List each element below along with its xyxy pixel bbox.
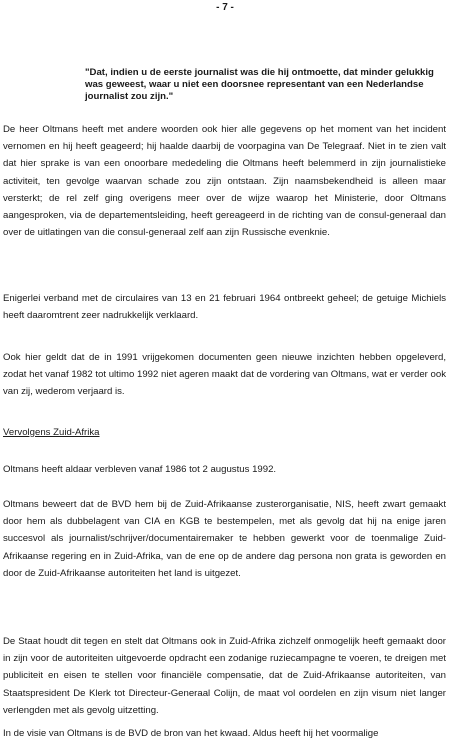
paragraph-circulaires: Enigerlei verband met de circulaires van 13 en 21 februari 1964 ontbreekt geheel; de getuige Michiels heeft daaromtrent zeer nadrukkelijk verklaard.: [3, 293, 446, 322]
paragraph-bewering: Oltmans beweert dat de BVD hem bij de Zuid-Afrikaanse zusterorganisatie, NIS, heeft zwart gemaakt door hem als dubbelagent van CIA en KGB te bestempelen, met als gevolg dat hij na enige jaren succesvol als journalist/schrijver/documentairemaker te hebben gewerkt voor de toenmalige Zuid-Afrikaanse regering en in Zuid-Afrika, van de ene op de andere dag persona non grata is geworden en door de Zuid-Afrikaanse autoriteiten het land is uitgezet.: [3, 499, 446, 579]
paragraph-verjaard: Ook hier geldt dat de in 1991 vrijgekomen documenten geen nieuwe inzichten hebben opgeleverd, zodat het vanaf 1982 tot ultimo 1992 niet ageren maakt dat de vordering van Oltmans, wat er verder ook van zij, wederom verjaard is.: [3, 352, 446, 398]
paragraph-bvd: In de visie van Oltmans is de BVD de bron van het kwaad. Aldus heeft hij het voormalige: [3, 728, 379, 739]
section-heading: Vervolgens Zuid-Afrika: [3, 427, 100, 438]
page-number: - 7 -: [216, 2, 234, 13]
quotation: "Dat, indien u de eerste journalist was die hij ontmoette, dat minder gelukkig was geweest, waar u niet een doorsnee representant van een Nederlandse journalist zou zijn.": [85, 67, 434, 103]
paragraph-staat: De Staat houdt dit tegen en stelt dat Oltmans ook in Zuid-Afrika zichzelf onmogelijk heeft gemaakt door in zijn voor de autoriteiten uitgevoerde opdracht een zodanige ruziecampagne te voeren, te dreigen met publiciteit en eisen te stellen voor financiële compensatie, dat de Zuid-Afrikaanse autoriteiten, van Staatspresident De Klerk tot Directeur-Generaal Colijn, de maat vol oordelen en zijn visum niet langer verlengden met als gevolg uitzetting.: [3, 636, 446, 716]
paragraph-telegraaf: De heer Oltmans heeft met andere woorden ook hier alle gegevens op het moment van het incident vernomen en hij heeft geageerd; hij haalde daarbij de voorpagina van De Telegraaf. Niet in te zien valt dat hier sprake is van een onoorbare mededeling die Oltmans heeft belemmerd in zijn journalistieke activiteit, ten gevolge waarvan schade zou zijn ontstaan. Zijn naamsbekendheid is alleen maar versterkt; de rel zelf ging overigens meer over de wijze waarop het Ministerie, door Oltmans aangesproken, via de departementsleiding, heeft gereageerd in de richting van de consul-generaal dan over de uitlatingen van die consul-generaal zelf aan zijn Russische evenknie.: [3, 124, 446, 239]
paragraph-verblijf: Oltmans heeft aldaar verbleven vanaf 1986 tot 2 augustus 1992.: [3, 464, 277, 475]
